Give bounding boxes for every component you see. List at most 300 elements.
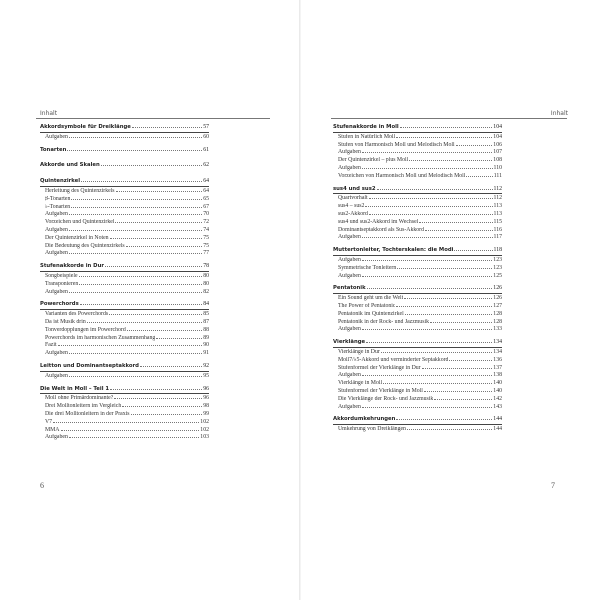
subsection-entry-page: 90 bbox=[203, 342, 209, 349]
chapter-entry-title: Akkorde und Skalen bbox=[40, 162, 100, 169]
toc-section bbox=[40, 363, 209, 381]
chapter-entry-page: 126 bbox=[493, 285, 502, 292]
dot-leader bbox=[109, 314, 202, 315]
chapter-entry bbox=[333, 339, 502, 347]
subsection-entry-page: 102 bbox=[200, 418, 209, 425]
dot-leader bbox=[400, 127, 493, 128]
subsection-entry-page: 117 bbox=[493, 234, 502, 241]
subsection-entry-title: V7 bbox=[45, 418, 53, 425]
subsection-entry-title: Aufgaben bbox=[45, 372, 68, 379]
chapter-underline bbox=[333, 347, 502, 348]
toc-section bbox=[40, 124, 209, 142]
subsection-entry bbox=[333, 311, 502, 319]
subsection-entry bbox=[40, 327, 209, 335]
toc-section bbox=[333, 186, 502, 243]
dot-leader bbox=[127, 330, 202, 331]
subsection-entry-title: Vorzeichen und Quintenzirkel bbox=[45, 219, 115, 226]
subsection-entry-page: 138 bbox=[493, 372, 502, 379]
dot-leader bbox=[81, 181, 202, 182]
subsection-entry-title: Herleitung des Quintenzirkels bbox=[45, 187, 115, 194]
subsection-entry-title: sus2-Akkord bbox=[338, 210, 368, 217]
dot-leader bbox=[115, 222, 202, 223]
subsection-entry bbox=[40, 342, 209, 350]
chapter-entry-title: Stufenakkorde in Moll bbox=[333, 124, 399, 130]
dot-leader bbox=[362, 152, 492, 153]
subsection-entry bbox=[40, 373, 209, 381]
page-number: 7 bbox=[551, 481, 555, 490]
chapter-underline bbox=[333, 132, 502, 133]
dot-leader bbox=[69, 437, 199, 438]
subsection-entry-page: 102 bbox=[200, 426, 209, 433]
chapter-entry bbox=[333, 124, 502, 132]
subsection-entry-title: MMA bbox=[45, 426, 60, 433]
subsection-entry-title: Songbeispiele bbox=[45, 272, 78, 279]
dot-leader bbox=[79, 284, 202, 285]
subsection-entry-title: Vierklänge in Moll bbox=[338, 380, 383, 387]
header-rule bbox=[36, 118, 270, 119]
subsection-entry-page: 82 bbox=[203, 288, 209, 295]
dot-leader bbox=[434, 399, 492, 400]
subsection-entry-page: 111 bbox=[493, 172, 502, 179]
subsection-entry-page: 115 bbox=[493, 218, 502, 225]
subsection-entry bbox=[333, 349, 502, 357]
chapter-entry-title: Leitton und Dominantseptakkord bbox=[40, 362, 139, 369]
subsection-entry-page: 133 bbox=[493, 326, 502, 333]
toc-section bbox=[333, 247, 502, 280]
dot-leader bbox=[69, 376, 202, 377]
subsection-entry-title: Drei Molltonleitern im Vergleich bbox=[45, 403, 122, 410]
subsection-entry bbox=[40, 350, 209, 358]
subsection-entry-title: Vorzeichen von Harmonisch Moll und Melodisch Moll bbox=[338, 172, 466, 179]
toc-section bbox=[333, 339, 502, 411]
subsection-entry-page: 106 bbox=[493, 141, 502, 148]
subsection-entry-title: Transponieren bbox=[45, 280, 79, 287]
dot-leader bbox=[87, 322, 202, 323]
chapter-underline bbox=[333, 424, 502, 425]
subsection-entry-title: Aufgaben bbox=[45, 133, 68, 140]
subsection-entry-page: 123 bbox=[493, 256, 502, 263]
table-of-contents bbox=[40, 124, 209, 447]
subsection-entry-page: 99 bbox=[203, 410, 209, 417]
chapter-entry bbox=[333, 247, 502, 255]
subsection-entry-page: 95 bbox=[203, 372, 209, 379]
dot-leader bbox=[131, 414, 203, 415]
dot-leader bbox=[80, 304, 202, 305]
subsection-entry-title: Aufgaben bbox=[45, 250, 68, 257]
subsection-entry-title: Aufgaben bbox=[338, 372, 361, 379]
subsection-entry-page: 89 bbox=[203, 334, 209, 341]
chapter-entry-title: Die Welt in Moll – Teil 1 bbox=[40, 385, 110, 392]
chapter-underline bbox=[333, 293, 502, 294]
subsection-entry-title: Aufgaben bbox=[45, 226, 68, 233]
subsection-entry-title: Stufen von Harmonisch Moll und Melodisch Moll bbox=[338, 141, 455, 148]
subsection-entry-title: Die drei Molltonleitern in der Praxis bbox=[45, 410, 130, 417]
subsection-entry-page: 91 bbox=[203, 350, 209, 357]
subsection-entry-title: The Power of Pentatonic bbox=[338, 302, 396, 309]
subsection-entry bbox=[40, 250, 209, 258]
subsection-entry-page: 125 bbox=[493, 272, 502, 279]
chapter-entry bbox=[40, 301, 209, 309]
subsection-entry bbox=[333, 165, 502, 173]
chapter-underline bbox=[40, 393, 209, 394]
toc-section bbox=[40, 162, 209, 170]
subsection-entry bbox=[333, 257, 502, 265]
subsection-entry bbox=[333, 372, 502, 380]
subsection-entry-page: 65 bbox=[203, 195, 209, 202]
dot-leader bbox=[466, 176, 492, 177]
subsection-entry-page: 113 bbox=[493, 203, 502, 210]
chapter-entry bbox=[333, 416, 502, 424]
subsection-entry-page: 98 bbox=[203, 403, 209, 410]
dot-leader bbox=[61, 430, 200, 431]
dot-leader bbox=[362, 407, 492, 408]
dot-leader bbox=[114, 398, 202, 399]
right-page bbox=[301, 0, 600, 600]
subsection-entry bbox=[333, 357, 502, 365]
dot-leader bbox=[424, 391, 492, 392]
chapter-entry-title: Akkordsymbole für Dreiklänge bbox=[40, 124, 131, 130]
dot-leader bbox=[362, 237, 493, 238]
dot-leader bbox=[449, 360, 492, 361]
chapter-entry-page: 144 bbox=[493, 416, 502, 423]
subsection-entry-page: 75 bbox=[203, 242, 209, 249]
dot-leader bbox=[419, 222, 492, 223]
dot-leader bbox=[369, 198, 493, 199]
subsection-entry bbox=[40, 289, 209, 297]
subsection-entry bbox=[40, 319, 209, 327]
subsection-entry bbox=[333, 404, 502, 412]
subsection-entry-page: 108 bbox=[493, 157, 502, 164]
toc-section bbox=[333, 416, 502, 434]
subsection-entry bbox=[333, 326, 502, 334]
subsection-entry-title: Aufgaben bbox=[45, 288, 68, 295]
subsection-entry bbox=[333, 219, 502, 227]
subsection-entry-title: Aufgaben bbox=[338, 272, 361, 279]
subsection-entry-page: 140 bbox=[493, 380, 502, 387]
subsection-entry-title: Powerchords im harmonischen Zusammenhang bbox=[45, 334, 156, 341]
subsection-entry-page: 110 bbox=[493, 164, 502, 171]
subsection-entry bbox=[40, 219, 209, 227]
subsection-entry-page: 113 bbox=[493, 210, 502, 217]
header-rule bbox=[331, 118, 567, 119]
subsection-entry-title: Varianten des Powerchords bbox=[45, 311, 109, 318]
subsection-entry-page: 128 bbox=[493, 310, 502, 317]
subsection-entry bbox=[40, 227, 209, 235]
chapter-entry bbox=[333, 285, 502, 293]
dot-leader bbox=[383, 383, 492, 384]
subsection-entry-title: Pentatonik in der Rock- und Jazzmusik bbox=[338, 318, 429, 325]
subsection-entry-title: Fazit bbox=[45, 342, 57, 349]
dot-leader bbox=[377, 189, 493, 190]
subsection-entry-page: 75 bbox=[203, 234, 209, 241]
dot-leader bbox=[362, 168, 493, 169]
chapter-entry-page: 112 bbox=[493, 185, 502, 192]
subsection-entry bbox=[40, 411, 209, 419]
subsection-entry-title: Stufenformel der Vierklänge in Dur bbox=[338, 364, 421, 371]
subsection-entry-page: 134 bbox=[493, 348, 502, 355]
subsection-entry-title: Aufgaben bbox=[45, 434, 68, 441]
dot-leader bbox=[105, 266, 202, 267]
dot-leader bbox=[425, 230, 493, 231]
subsection-entry-page: 70 bbox=[203, 211, 209, 218]
dot-leader bbox=[430, 322, 492, 323]
subsection-entry-page: 116 bbox=[493, 226, 502, 233]
subsection-entry bbox=[333, 173, 502, 181]
subsection-entry-title: Die Vierklänge der Rock- und Jazzmusik bbox=[338, 395, 434, 402]
dot-leader bbox=[122, 406, 202, 407]
subsection-entry bbox=[333, 303, 502, 311]
toc-section bbox=[40, 301, 209, 358]
subsection-entry bbox=[333, 234, 502, 242]
chapter-entry-page: 96 bbox=[203, 385, 209, 392]
dot-leader bbox=[156, 338, 202, 339]
subsection-entry bbox=[333, 227, 502, 235]
chapter-entry bbox=[40, 263, 209, 271]
subsection-entry bbox=[333, 365, 502, 373]
subsection-entry bbox=[333, 295, 502, 303]
chapter-entry-page: 84 bbox=[203, 301, 209, 308]
dot-leader bbox=[140, 366, 202, 367]
subsection-entry bbox=[333, 396, 502, 404]
chapter-entry-page: 61 bbox=[203, 146, 209, 153]
subsection-entry bbox=[333, 211, 502, 219]
subsection-entry-page: 142 bbox=[493, 395, 502, 402]
chapter-entry-title: Akkordumkehrungen bbox=[333, 416, 396, 423]
chapter-underline bbox=[333, 193, 502, 194]
chapter-entry-page: 57 bbox=[203, 124, 209, 130]
subsection-entry-title: Die Bedeutung des Quintenzirkels bbox=[45, 242, 125, 249]
subsection-entry-page: 60 bbox=[203, 133, 209, 140]
subsection-entry-title: Quartvorhalt bbox=[338, 195, 368, 202]
subsection-entry bbox=[333, 149, 502, 157]
chapter-entry-title: Stufenakkorde in Dur bbox=[40, 263, 104, 270]
subsection-entry bbox=[40, 311, 209, 319]
subsection-entry bbox=[333, 388, 502, 396]
subsection-entry-page: 123 bbox=[493, 264, 502, 271]
subsection-entry-page: 64 bbox=[203, 187, 209, 194]
subsection-entry bbox=[333, 157, 502, 165]
chapter-entry-page: 64 bbox=[203, 178, 209, 185]
running-header: Inhalt bbox=[550, 110, 568, 117]
chapter-entry bbox=[40, 386, 209, 394]
chapter-entry-title: Pentatonik bbox=[333, 285, 366, 292]
dot-leader bbox=[369, 214, 493, 215]
dot-leader bbox=[365, 206, 492, 207]
dot-leader bbox=[362, 260, 492, 261]
subsection-entry-title: Moll7/♭5-Akkord und verminderter Septakkord bbox=[338, 356, 449, 363]
subsection-entry bbox=[333, 426, 502, 434]
subsection-entry bbox=[40, 235, 209, 243]
subsection-entry bbox=[333, 319, 502, 327]
subsection-entry-page: 77 bbox=[203, 250, 209, 257]
subsection-entry-page: 107 bbox=[493, 149, 502, 156]
dot-leader bbox=[404, 298, 492, 299]
subsection-entry-page: 127 bbox=[493, 302, 502, 309]
subsection-entry-page: 104 bbox=[493, 133, 502, 140]
subsection-entry-title: Aufgaben bbox=[338, 326, 361, 333]
subsection-entry-title: sus4 – sus2 bbox=[338, 203, 365, 210]
subsection-entry-title: Moll ohne Primärdominante? bbox=[45, 395, 114, 402]
subsection-entry bbox=[333, 265, 502, 273]
subsection-entry-title: Stufen in Natürlich Moll bbox=[338, 133, 396, 140]
chapter-underline bbox=[333, 255, 502, 256]
subsection-entry-page: 144 bbox=[493, 426, 502, 433]
chapter-entry-title: sus4 und sus2 bbox=[333, 185, 376, 192]
toc-section bbox=[40, 386, 209, 443]
subsection-entry bbox=[40, 134, 209, 142]
subsection-entry-page: 80 bbox=[203, 272, 209, 279]
subsection-entry bbox=[40, 434, 209, 442]
table-of-contents bbox=[333, 124, 502, 439]
chapter-entry-page: 78 bbox=[203, 263, 209, 270]
subsection-entry-title: Symmetrische Tonleitern bbox=[338, 264, 397, 271]
subsection-entry-title: Aufgaben bbox=[338, 149, 361, 156]
subsection-entry-title: Vierklänge in Dur bbox=[338, 348, 380, 355]
subsection-entry-page: 128 bbox=[493, 318, 502, 325]
dot-leader bbox=[397, 268, 492, 269]
dot-leader bbox=[362, 375, 492, 376]
subsection-entry bbox=[333, 203, 502, 211]
subsection-entry-title: ♭-Tonarten bbox=[45, 203, 71, 210]
chapter-underline bbox=[40, 186, 209, 187]
subsection-entry-title: sus4 und sus2-Akkord im Wechsel bbox=[338, 218, 419, 225]
running-header: Inhalt bbox=[40, 110, 58, 117]
chapter-entry-title: Powerchords bbox=[40, 301, 79, 308]
subsection-entry-page: 67 bbox=[203, 203, 209, 210]
subsection-entry-title: Aufgaben bbox=[338, 234, 361, 241]
subsection-entry bbox=[40, 273, 209, 281]
dot-leader bbox=[407, 429, 492, 430]
dot-leader bbox=[422, 368, 493, 369]
subsection-entry-page: 80 bbox=[203, 280, 209, 287]
chapter-entry-title: Muttertonleiter, Tochterskalen: die Modi bbox=[333, 247, 454, 254]
subsection-entry-page: 136 bbox=[493, 356, 502, 363]
chapter-entry bbox=[40, 147, 209, 155]
subsection-entry bbox=[40, 196, 209, 204]
chapter-entry bbox=[40, 162, 209, 170]
dot-leader bbox=[132, 127, 202, 128]
dot-leader bbox=[79, 276, 203, 277]
subsection-entry-title: Aufgaben bbox=[45, 211, 68, 218]
dot-leader bbox=[69, 230, 202, 231]
chapter-entry bbox=[40, 124, 209, 132]
subsection-entry bbox=[333, 195, 502, 203]
dot-leader bbox=[405, 314, 493, 315]
subsection-entry bbox=[40, 335, 209, 343]
subsection-entry-title: Da ist Musik drin bbox=[45, 318, 86, 325]
dot-leader bbox=[58, 345, 203, 346]
subsection-entry-title: Aufgaben bbox=[338, 164, 361, 171]
subsection-entry-title: Umkehrung von Dreiklängen bbox=[338, 426, 406, 433]
chapter-underline bbox=[40, 309, 209, 310]
dot-leader bbox=[367, 288, 493, 289]
dot-leader bbox=[396, 419, 492, 420]
chapter-entry-page: 134 bbox=[493, 339, 502, 346]
subsection-entry bbox=[40, 243, 209, 251]
page-number: 6 bbox=[40, 481, 44, 490]
dot-leader bbox=[67, 150, 202, 151]
toc-section bbox=[333, 285, 502, 334]
dot-leader bbox=[116, 191, 203, 192]
chapter-entry-page: 104 bbox=[493, 124, 502, 130]
subsection-entry-page: 143 bbox=[493, 403, 502, 410]
subsection-entry bbox=[40, 281, 209, 289]
subsection-entry bbox=[40, 204, 209, 212]
dot-leader bbox=[69, 137, 202, 138]
subsection-entry bbox=[40, 188, 209, 196]
dot-leader bbox=[71, 207, 202, 208]
dot-leader bbox=[110, 238, 203, 239]
chapter-entry bbox=[40, 363, 209, 371]
subsection-entry-page: 137 bbox=[493, 364, 502, 371]
subsection-entry-title: Stufenformel der Vierklänge in Moll bbox=[338, 387, 423, 394]
subsection-entry-page: 126 bbox=[493, 295, 502, 302]
toc-section bbox=[40, 263, 209, 296]
subsection-entry-title: Ein Sound geht um die Welt bbox=[338, 295, 404, 302]
subsection-entry-page: 87 bbox=[203, 318, 209, 325]
chapter-underline bbox=[40, 132, 209, 133]
toc-section bbox=[40, 147, 209, 155]
subsection-entry bbox=[40, 427, 209, 435]
chapter-entry-title: Tonarten bbox=[40, 146, 67, 153]
dot-leader bbox=[69, 353, 202, 354]
subsection-entry-title: Der Quintenzirkel – plus Moll bbox=[338, 157, 409, 164]
chapter-entry-page: 92 bbox=[203, 362, 209, 369]
chapter-underline bbox=[40, 371, 209, 372]
subsection-entry bbox=[333, 380, 502, 388]
toc-section bbox=[40, 178, 209, 258]
dot-leader bbox=[126, 246, 203, 247]
subsection-entry bbox=[40, 395, 209, 403]
subsection-entry-page: 140 bbox=[493, 387, 502, 394]
dot-leader bbox=[362, 276, 492, 277]
chapter-entry-page: 62 bbox=[203, 162, 209, 169]
dot-leader bbox=[71, 199, 202, 200]
subsection-entry bbox=[40, 403, 209, 411]
subsection-entry-title: Der Quintenzirkel in Noten bbox=[45, 234, 109, 241]
dot-leader bbox=[53, 422, 199, 423]
subsection-entry-title: Aufgaben bbox=[45, 350, 68, 357]
subsection-entry-page: 72 bbox=[203, 219, 209, 226]
dot-leader bbox=[366, 342, 492, 343]
subsection-entry bbox=[40, 211, 209, 219]
chapter-underline bbox=[40, 271, 209, 272]
subsection-entry-title: Aufgaben bbox=[338, 403, 361, 410]
subsection-entry-title: Pentatonik im Quintenzirkel bbox=[338, 310, 404, 317]
dot-leader bbox=[396, 306, 492, 307]
left-page bbox=[0, 0, 299, 600]
subsection-entry bbox=[333, 273, 502, 281]
subsection-entry-title: Tonverdopplungen im Powerchord bbox=[45, 326, 126, 333]
dot-leader bbox=[409, 160, 492, 161]
dot-leader bbox=[69, 292, 202, 293]
chapter-entry-title: Quintenzirkel bbox=[40, 178, 81, 185]
subsection-entry-title: ♯-Tonarten bbox=[45, 195, 71, 202]
subsection-entry-page: 88 bbox=[203, 326, 209, 333]
subsection-entry-title: Dominantseptakkord als Sus-Akkord bbox=[338, 226, 424, 233]
dot-leader bbox=[101, 165, 202, 166]
subsection-entry bbox=[333, 134, 502, 142]
chapter-entry-title: Vierklänge bbox=[333, 339, 366, 346]
subsection-entry-page: 74 bbox=[203, 226, 209, 233]
dot-leader bbox=[69, 214, 202, 215]
chapter-entry-page: 118 bbox=[493, 247, 502, 254]
subsection-entry-page: 112 bbox=[493, 195, 502, 202]
chapter-entry bbox=[333, 186, 502, 194]
subsection-entry-page: 103 bbox=[200, 434, 209, 441]
dot-leader bbox=[396, 137, 492, 138]
dot-leader bbox=[454, 250, 492, 251]
